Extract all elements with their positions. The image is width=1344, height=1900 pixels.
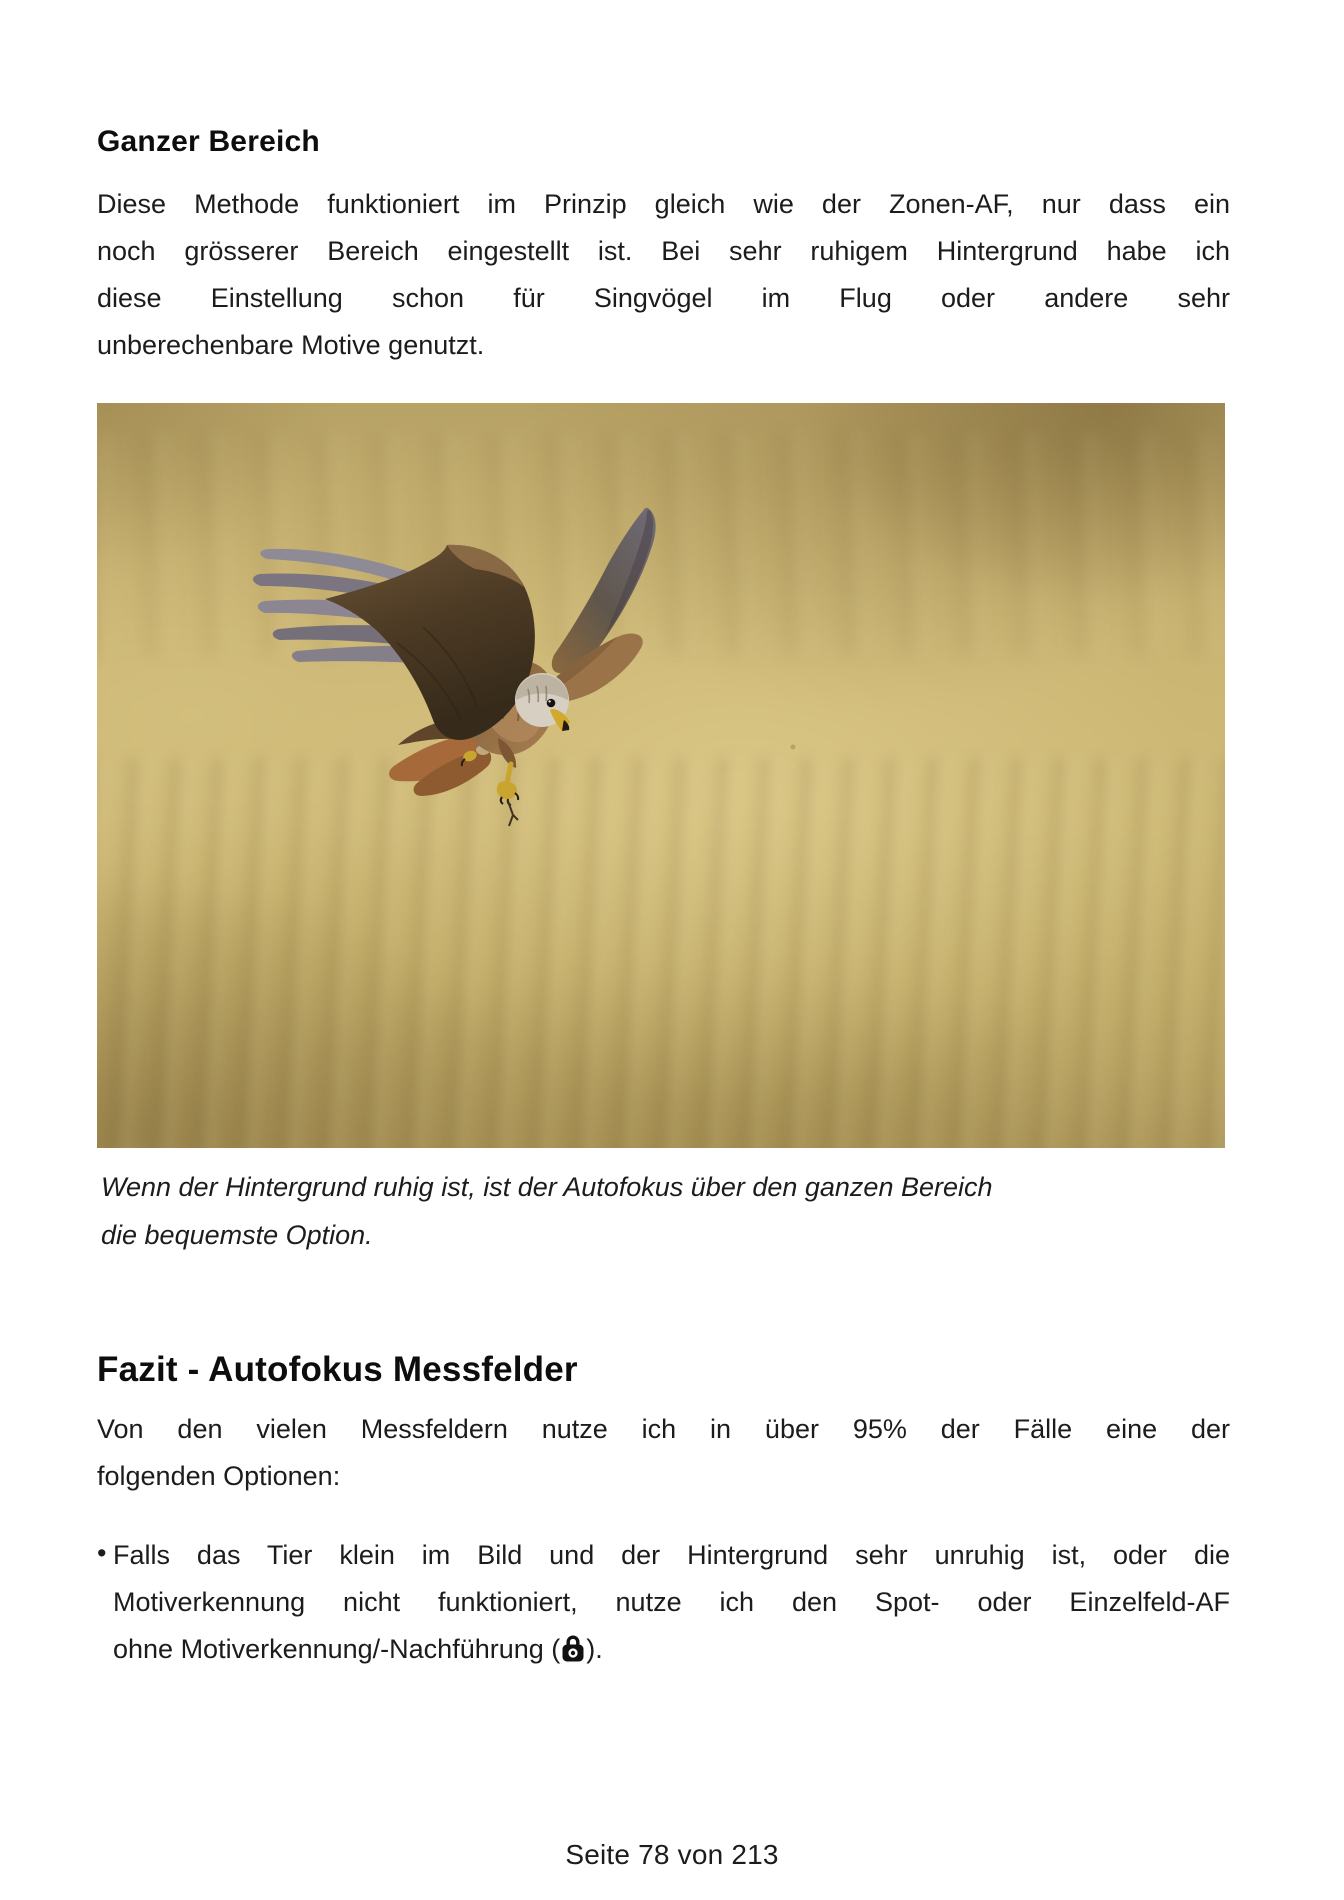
page-number: Seite 78 von 213 (565, 1839, 779, 1870)
paragraph-line: folgenden Optionen: (97, 1461, 341, 1491)
bird-photo (97, 403, 1225, 1148)
caption-line: Wenn der Hintergrund ruhig ist, ist der Autofokus über den ganzen Bereich (101, 1172, 993, 1202)
bird-illustration (97, 403, 1225, 1148)
list-item-line: Falls das Tier klein im Bild und der Hintergrund sehr unruhig ist, oder die (113, 1540, 1230, 1570)
caption-line: die bequemste Option. (101, 1220, 373, 1250)
paragraph-line: Diese Methode funktioniert im Prinzip gleich wie der Zonen-AF, nur dass ein (97, 189, 1230, 219)
lock-icon (561, 1634, 585, 1663)
photo-speck (791, 745, 796, 750)
list-item-text: ohne Motiverkennung/-Nachführung ( (113, 1634, 561, 1664)
bird-twig (508, 801, 518, 826)
paragraph-line: diese Einstellung schon für Singvögel im Flug oder andere sehr (97, 283, 1230, 313)
list-item-text: ). (586, 1634, 603, 1664)
photo-caption (101, 1163, 1211, 1259)
section-heading: Ganzer Bereich (97, 125, 320, 158)
paragraph-intro (97, 181, 1230, 369)
chapter-heading: Fazit - Autofokus Messfelder (97, 1350, 578, 1390)
paragraph-line: noch grösserer Bereich eingestellt ist. Bei sehr ruhigem Hintergrund habe ich (97, 236, 1230, 266)
paragraph-line: unberechenbare Motive genutzt. (97, 330, 485, 360)
list-item-line (113, 1626, 1230, 1673)
bullet-marker: • (97, 1538, 107, 1568)
bird-talon (497, 781, 517, 799)
options-list (97, 1532, 1230, 1673)
paragraph-conclusion (97, 1406, 1230, 1500)
bird-eye (547, 699, 556, 708)
bird-tarsus (507, 764, 511, 783)
paragraph-line: Von den vielen Messfeldern nutze ich in über 95% der Fälle eine der (97, 1414, 1230, 1444)
list-item-line: Motiverkennung nicht funktioniert, nutze ich den Spot- oder Einzelfeld-AF (113, 1587, 1230, 1617)
bird-eye-highlight (548, 700, 550, 702)
list-item (97, 1532, 1230, 1673)
